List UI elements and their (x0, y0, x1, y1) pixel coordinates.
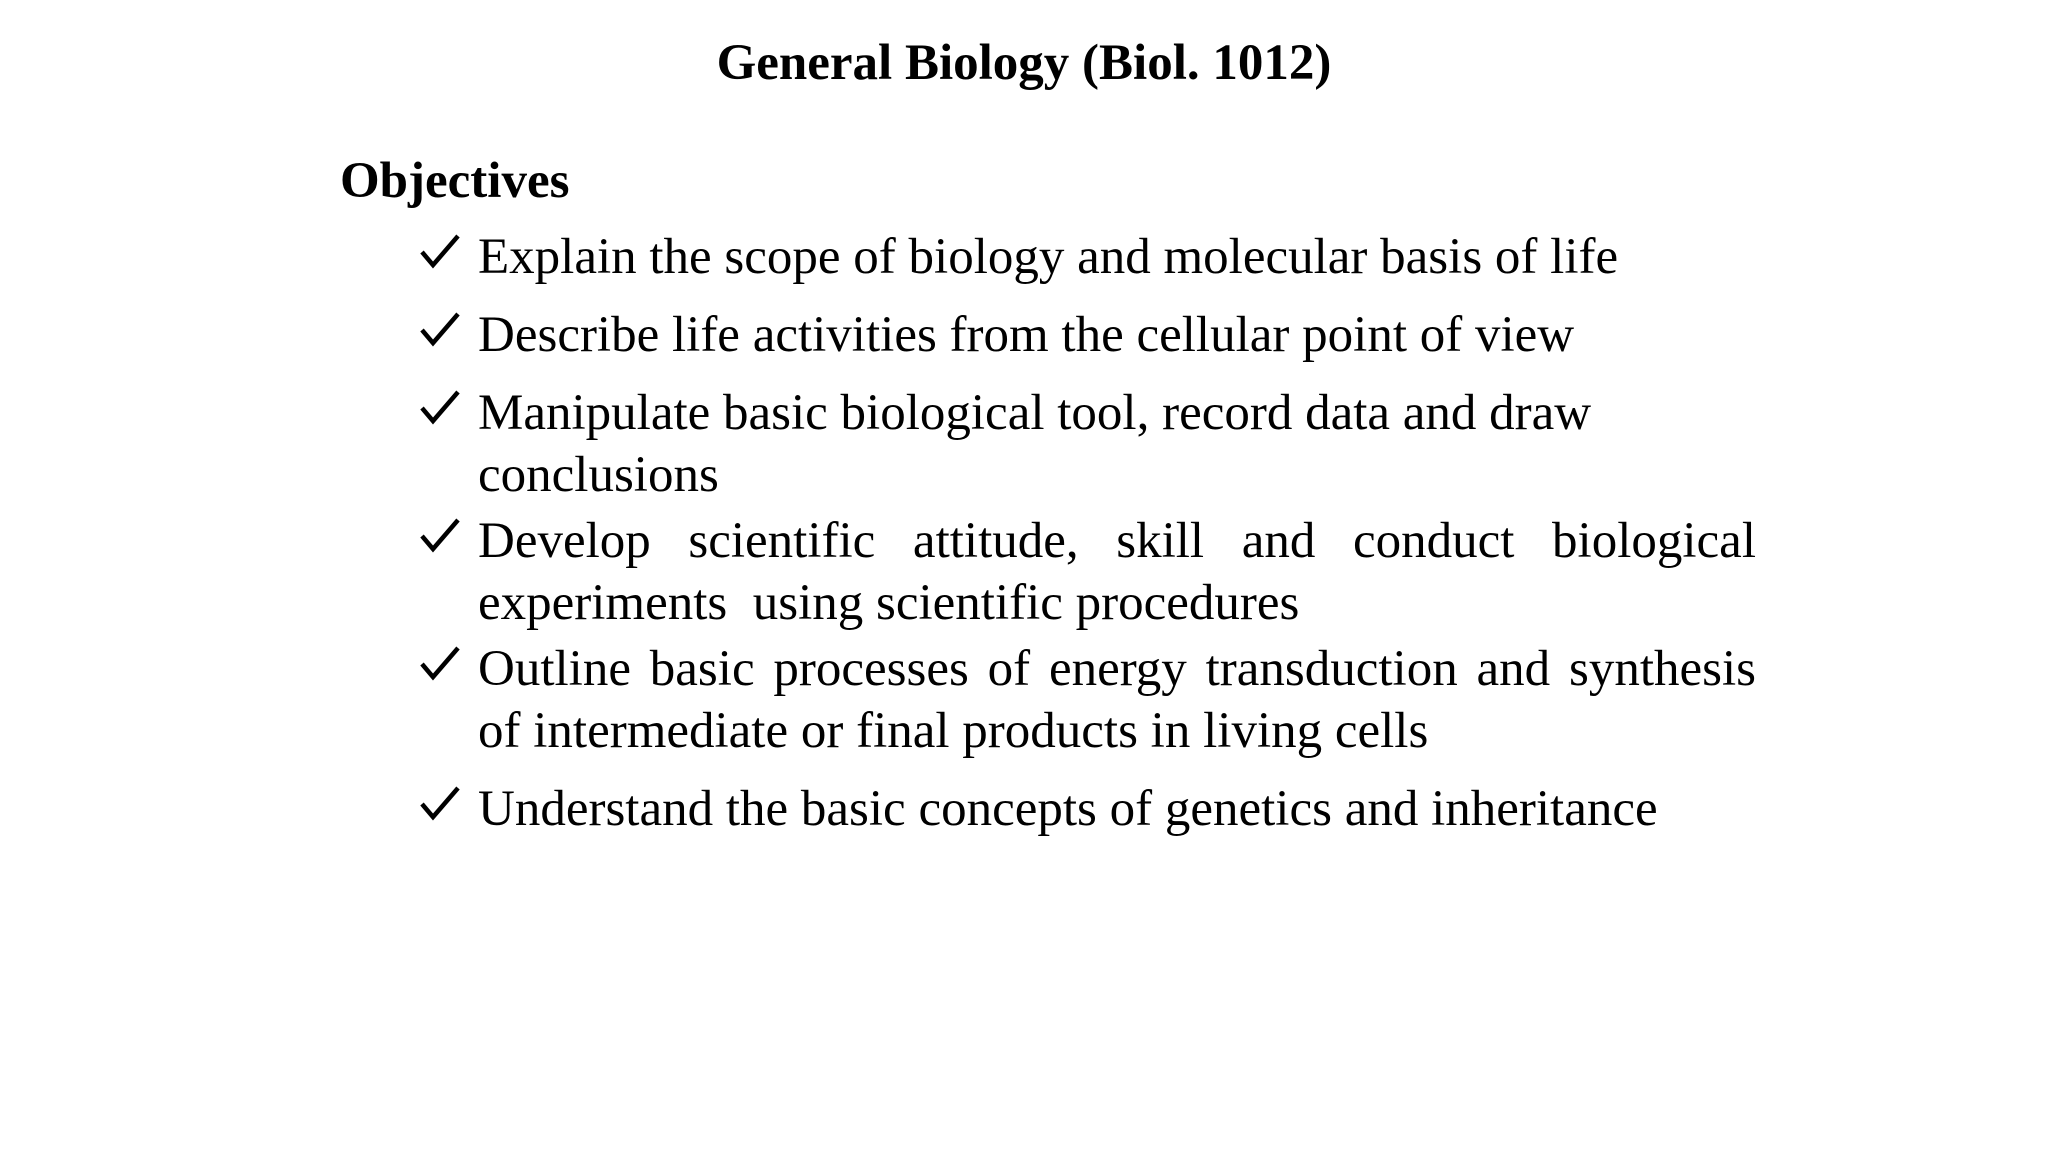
slide-title: General Biology (Biol. 1012) (716, 35, 1332, 91)
objective-item (416, 382, 1756, 506)
objective-item (416, 510, 1769, 634)
objective-item (416, 778, 1756, 840)
objective-text: Understand the basic concepts of genetics and inheritance (478, 781, 1658, 837)
checkmark-icon (416, 512, 464, 560)
objective-item (416, 304, 1756, 366)
objective-text: Explain the scope of biology and molecular basis of life (478, 229, 1619, 285)
objective-text: Describe life activities from the cellular point of view (478, 307, 1575, 363)
objectives-heading: Objectives (340, 153, 570, 209)
objective-item (416, 638, 1756, 762)
checkmark-icon (416, 306, 464, 354)
objective-text: Outline basic processes of energy transduction and synthesis of intermediate or final products in living cells (478, 641, 1756, 759)
checkmark-icon (416, 228, 464, 276)
checkmark-icon (416, 780, 464, 828)
objectives-list (416, 226, 1769, 856)
checkmark-icon (416, 384, 464, 432)
objective-text: Develop scientific attitude, skill and conduct biological experiments using scientific procedures (478, 513, 1769, 631)
objective-text: Manipulate basic biological tool, record data and draw conclusions (478, 385, 1592, 503)
checkmark-icon (416, 640, 464, 688)
objective-item (416, 226, 1756, 288)
